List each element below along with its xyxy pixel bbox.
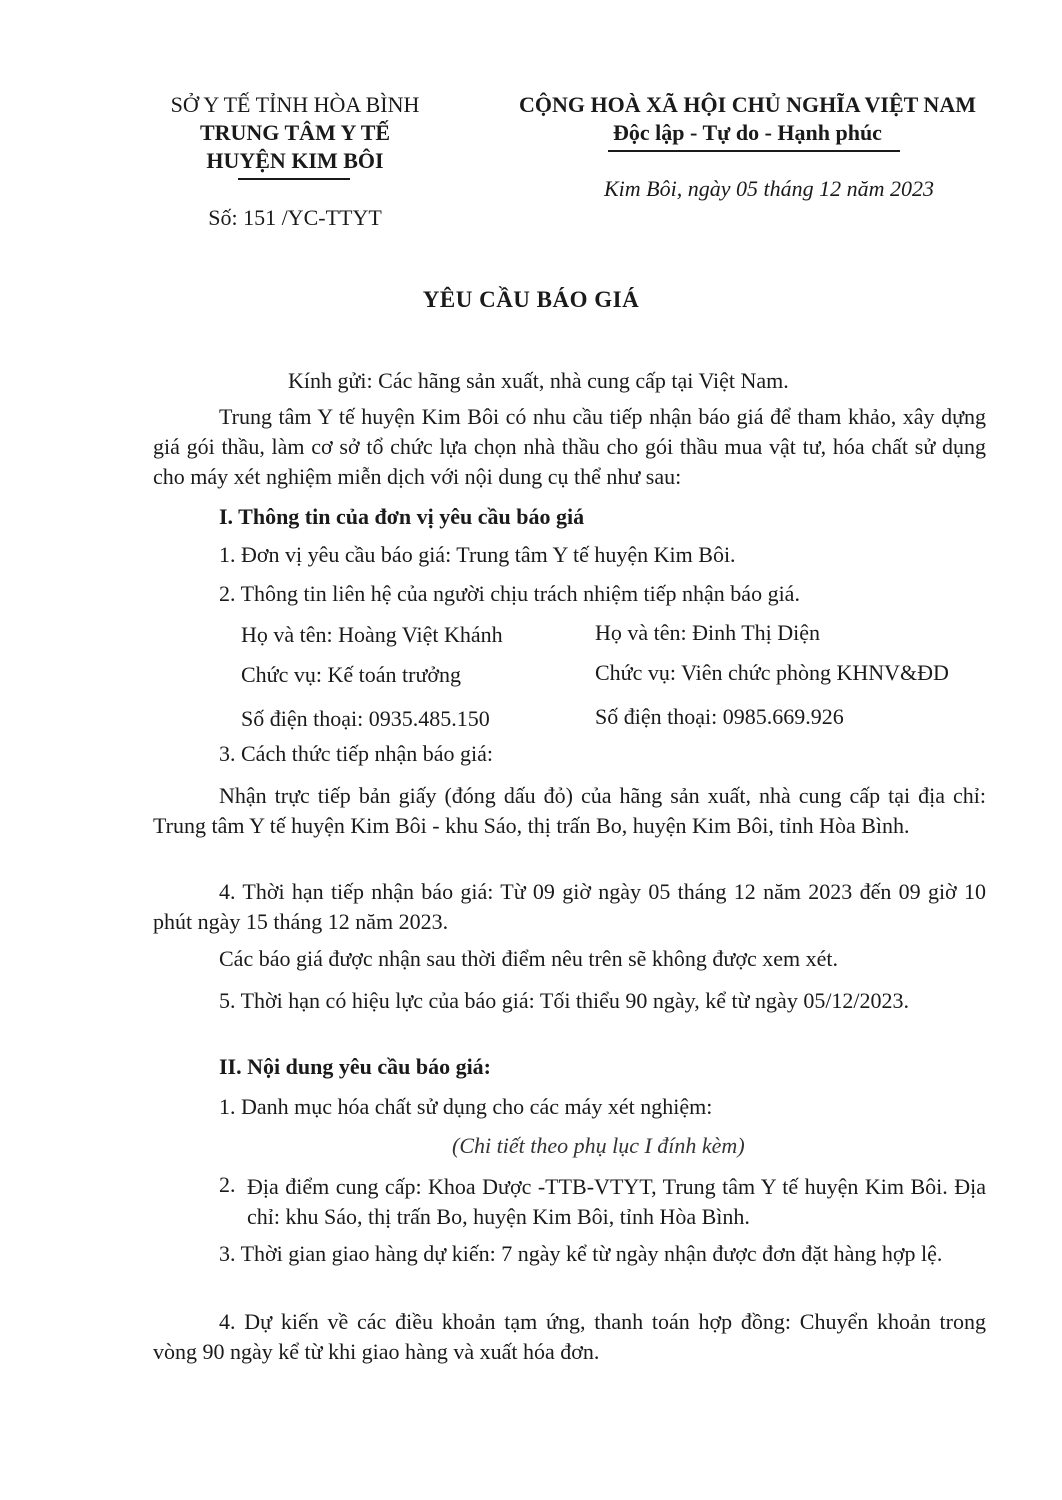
organization-name-line2: HUYỆN KIM BÔI (206, 148, 384, 173)
intro-paragraph: Trung tâm Y tế huyện Kim Bôi có nhu cầu tiếp nhận báo giá để tham khảo, xây dựng giá gói thầu, làm cơ sở tổ chức lựa chọn nhà thầu cho gói thầu mua vật tư, hóa chất sử dụng cho máy xét nghiệm miễn dịch với nội dung cụ thể như sau: (153, 404, 986, 489)
section2-item2-number: 2. (219, 1172, 236, 1197)
section1-heading: I. Thông tin của đơn vị yêu cầu báo giá (219, 504, 585, 529)
contact1-name: Họ và tên: Hoàng Việt Khánh (241, 622, 503, 647)
national-motto: Độc lập - Tự do - Hạnh phúc (613, 120, 882, 145)
recipient-line: Kính gửi: Các hãng sản xuất, nhà cung cấp tại Việt Nam. (288, 368, 789, 393)
section1-item1: 1. Đơn vị yêu cầu báo giá: Trung tâm Y tế huyện Kim Bôi. (219, 542, 736, 567)
section1-item2: 2. Thông tin liên hệ của người chịu trách nhiệm tiếp nhận báo giá. (219, 581, 800, 606)
contact2-phone: Số điện thoại: 0985.669.926 (595, 704, 844, 729)
organization-name-line1: TRUNG TÂM Y TẾ (199, 120, 391, 145)
motto-underline (608, 150, 900, 152)
department-name: SỞ Y TẾ TỈNH HÒA BÌNH (170, 92, 420, 117)
section2-item1-note: (Chi tiết theo phụ lục I đính kèm) (452, 1133, 745, 1158)
section2-heading: II. Nội dung yêu cầu báo giá: (219, 1054, 492, 1079)
section1-item4: 4. Thời hạn tiếp nhận báo giá: Từ 09 giờ ngày 05 tháng 12 năm 2023 đến 09 giờ 10 phút ngày 15 tháng 12 năm 2023. (153, 879, 986, 934)
contact1-position: Chức vụ: Kế toán trưởng (241, 662, 461, 687)
document-number: Số: 151 /YC-TTYT (208, 205, 382, 230)
section1-item3: 3. Cách thức tiếp nhận báo giá: (219, 741, 494, 766)
contact2-name: Họ và tên: Đinh Thị Diện (595, 620, 821, 645)
nation-name: CỘNG HOÀ XÃ HỘI CHỦ NGHĨA VIỆT NAM (519, 92, 976, 117)
section2-item1: 1. Danh mục hóa chất sử dụng cho các máy xét nghiệm: (219, 1094, 713, 1119)
contact1-phone: Số điện thoại: 0935.485.150 (241, 706, 490, 731)
section1-item4-note: Các báo giá được nhận sau thời điểm nêu trên sẽ không được xem xét. (219, 946, 838, 971)
section2-item4: 4. Dự kiến về các điều khoản tạm ứng, thanh toán hợp đồng: Chuyển khoản trong vòng 90 ngày kể từ khi giao hàng và xuất hóa đơn. (153, 1309, 986, 1364)
place-and-date: Kim Bôi, ngày 05 tháng 12 năm 2023 (604, 176, 934, 201)
contact2-position: Chức vụ: Viên chức phòng KHNV&ĐD (595, 660, 949, 685)
section1-item5: 5. Thời hạn có hiệu lực của báo giá: Tối thiểu 90 ngày, kể từ ngày 05/12/2023. (219, 988, 910, 1013)
section2-item3: 3. Thời gian giao hàng dự kiến: 7 ngày kể từ ngày nhận được đơn đặt hàng hợp lệ. (219, 1241, 943, 1266)
organization-underline (238, 178, 350, 180)
section1-item3-detail: Nhận trực tiếp bản giấy (đóng dấu đỏ) của hãng sản xuất, nhà cung cấp tại địa chỉ: Trung tâm Y tế huyện Kim Bôi - khu Sáo, thị trấn Bo, huyện Kim Bôi, tỉnh Hòa Bình. (153, 783, 986, 838)
document-title: YÊU CẦU BÁO GIÁ (422, 287, 640, 312)
section2-item2: Địa điểm cung cấp: Khoa Dược -TTB-VTYT, Trung tâm Y tế huyện Kim Bôi. Địa chỉ: khu Sáo, thị trấn Bo, huyện Kim Bôi, tỉnh Hòa Bình. (247, 1174, 986, 1229)
